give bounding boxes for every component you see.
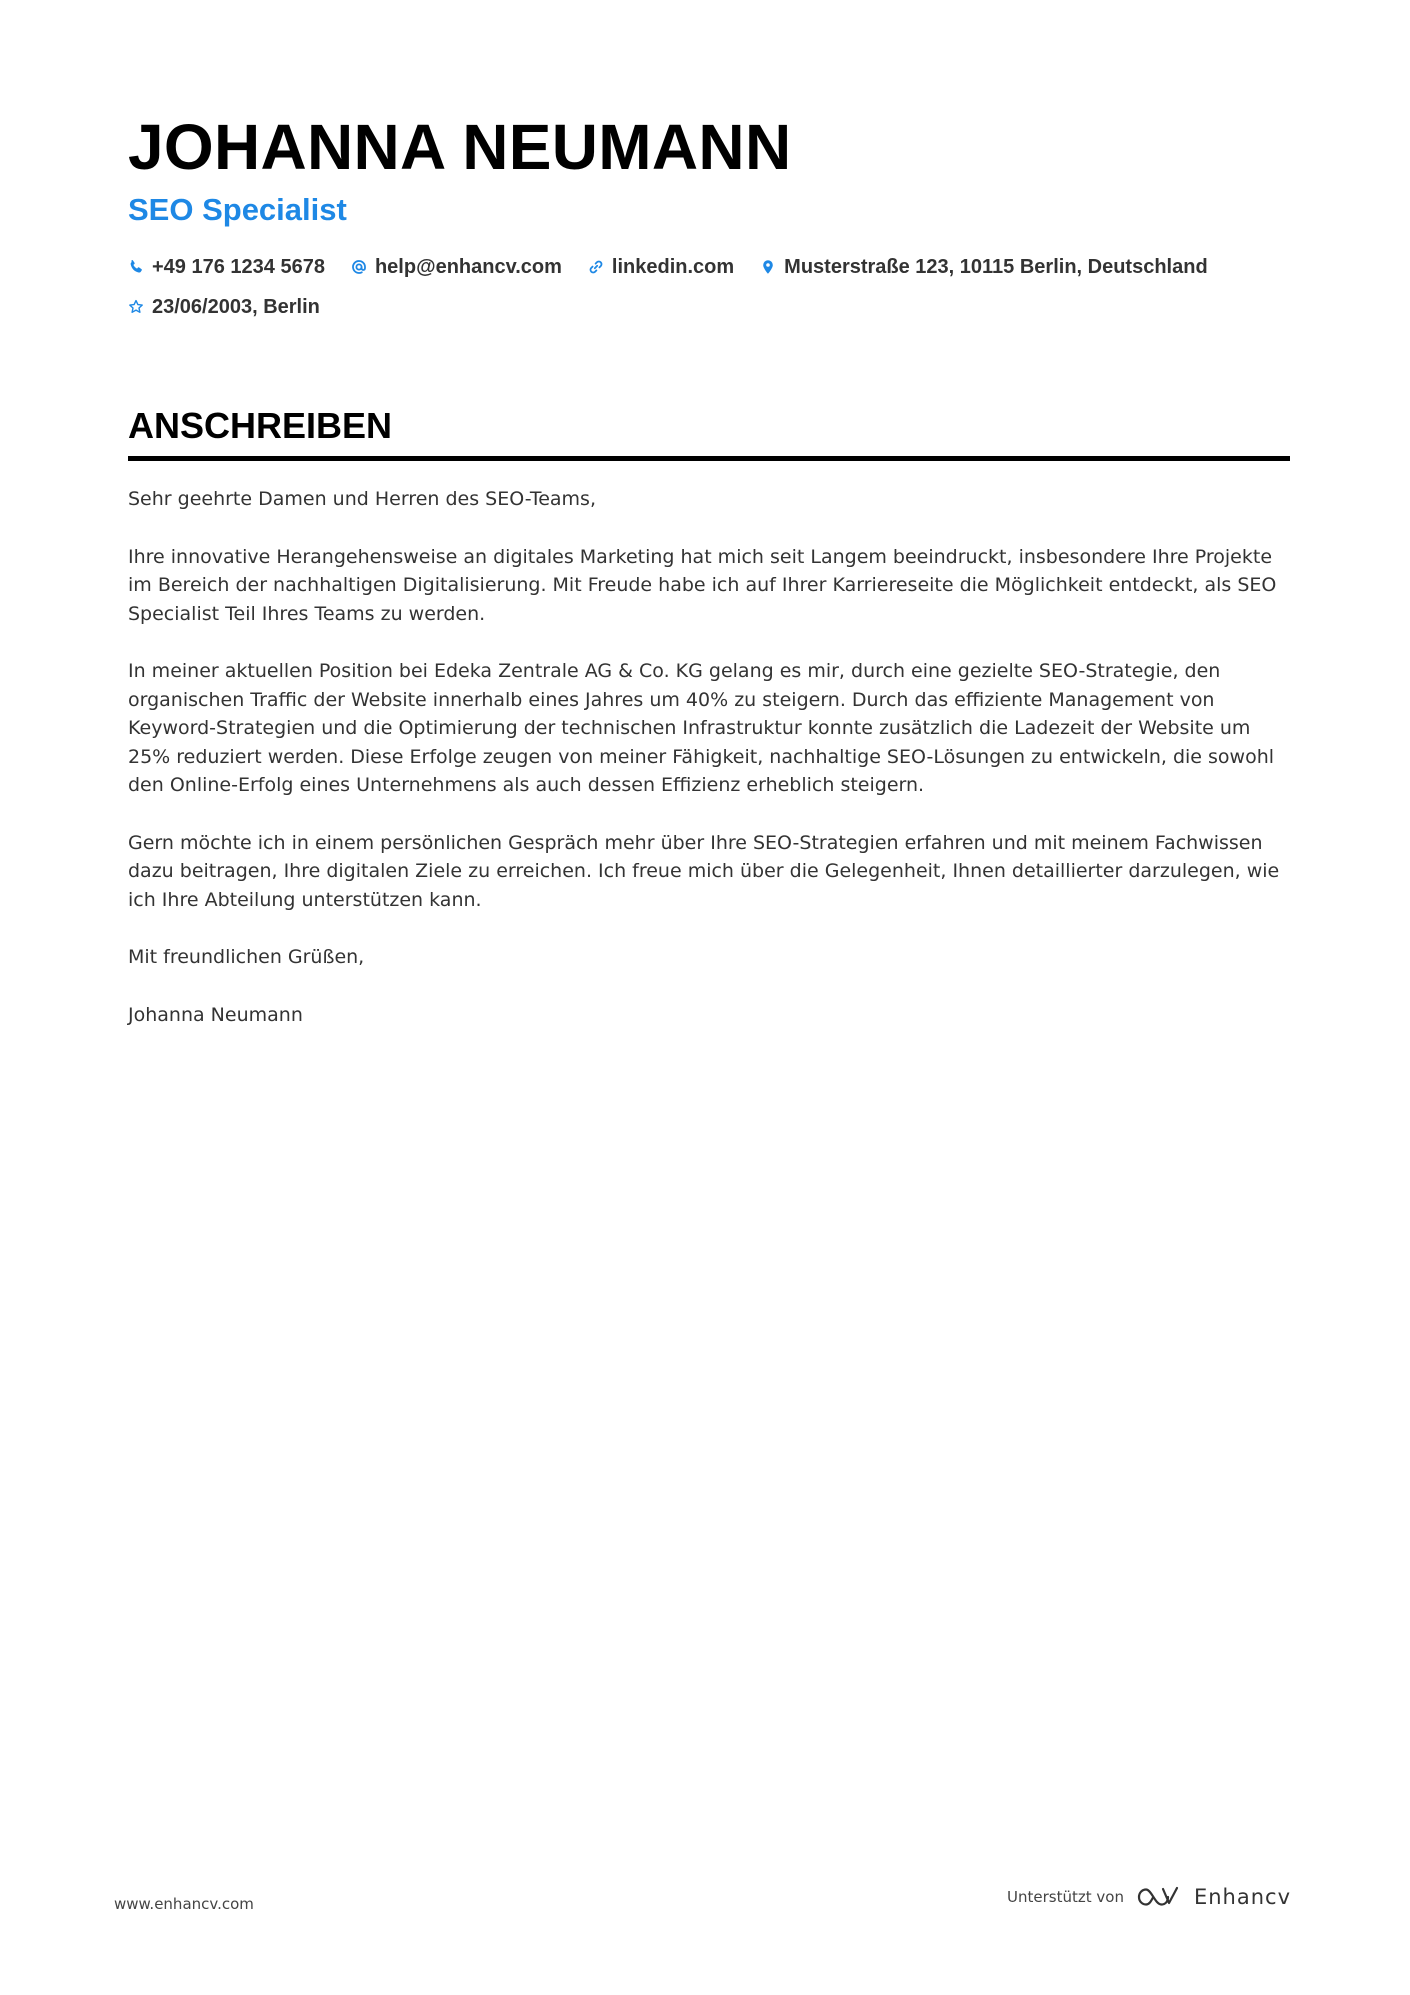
address-text: Musterstraße 123, 10115 Berlin, Deutschland xyxy=(784,255,1208,278)
birth-text: 23/06/2003, Berlin xyxy=(152,295,320,318)
contact-linkedin[interactable] xyxy=(588,252,734,282)
phone-text: +49 176 1234 5678 xyxy=(152,255,325,278)
section-title: ANSCHREIBEN xyxy=(128,405,393,446)
cover-letter-page xyxy=(128,108,1290,1058)
phone-icon xyxy=(128,259,144,275)
letter-paragraph: Gern möchte ich in einem persönlichen Gespräch mehr über Ihre SEO-Strategien erfahren und mit meinem Fachwissen dazu beitragen, Ihre digitalen Ziele zu erreichen. Ich freue mich über die Gelegenheit, Ihnen detaillierter darzulegen, wie ich Ihre Abteilung unterstützen kann. xyxy=(128,831,1280,911)
letter-paragraph: In meiner aktuellen Position bei Edeka Zentrale AG & Co. KG gelang es mir, durch eine gezielte SEO-Strategie, den organischen Traffic der Website innerhalb eines Jahres um 40% zu steigern. Durch das effiziente Management von Keyword-Strategien und die Optimierung der technischen Infrastruktur konnte zusätzlich die Ladezeit der Website um 25% reduziert werden. Diese Erfolge zeugen von meiner Fähigkeit, nachhaltige SEO-Lösungen zu entwickeln, die sowohl den Online-Erfolg eines Unternehmens als auch dessen Effizienz erheblich steigern. xyxy=(128,660,1275,796)
brand-name: Enhancv xyxy=(1193,1885,1291,1909)
email-text: help@enhancv.com xyxy=(374,255,562,278)
letter-signature: Johanna Neumann xyxy=(128,1003,303,1026)
letter-salutation: Sehr geehrte Damen und Herren des SEO-Teams, xyxy=(128,488,596,510)
powered-by-text: Unterstützt von xyxy=(1007,1888,1124,1906)
contact-address xyxy=(760,252,1208,282)
letter-body xyxy=(128,485,1290,1029)
star-icon xyxy=(128,299,144,315)
link-icon xyxy=(588,259,604,275)
footer-branding[interactable] xyxy=(1007,1884,1291,1910)
letter-paragraph: Ihre innovative Herangehensweise an digitales Marketing hat mich seit Langem beeindruckt, insbesondere Ihre Projekte im Bereich der nachhaltigen Digitalisierung. Mit Freude habe ich auf Ihrer Karriereseite die Möglichkeit entdeckt, als SEO Specialist Teil Ihres Teams zu werden. xyxy=(128,545,1277,625)
location-icon xyxy=(760,259,776,275)
footer-website[interactable]: www.enhancv.com xyxy=(114,1895,254,1913)
contact-birth xyxy=(128,292,320,322)
linkedin-text: linkedin.com xyxy=(611,255,735,278)
letter-closing: Mit freundlichen Grüßen, xyxy=(128,946,365,968)
enhancv-logo-icon xyxy=(1136,1884,1182,1910)
applicant-name: JOHANNA NEUMANN xyxy=(128,111,792,183)
at-icon xyxy=(351,259,367,275)
contact-phone[interactable] xyxy=(128,252,325,282)
contact-info xyxy=(128,252,1290,322)
applicant-role: SEO Specialist xyxy=(128,192,347,227)
contact-email[interactable] xyxy=(351,252,562,282)
section-divider xyxy=(128,456,1290,461)
